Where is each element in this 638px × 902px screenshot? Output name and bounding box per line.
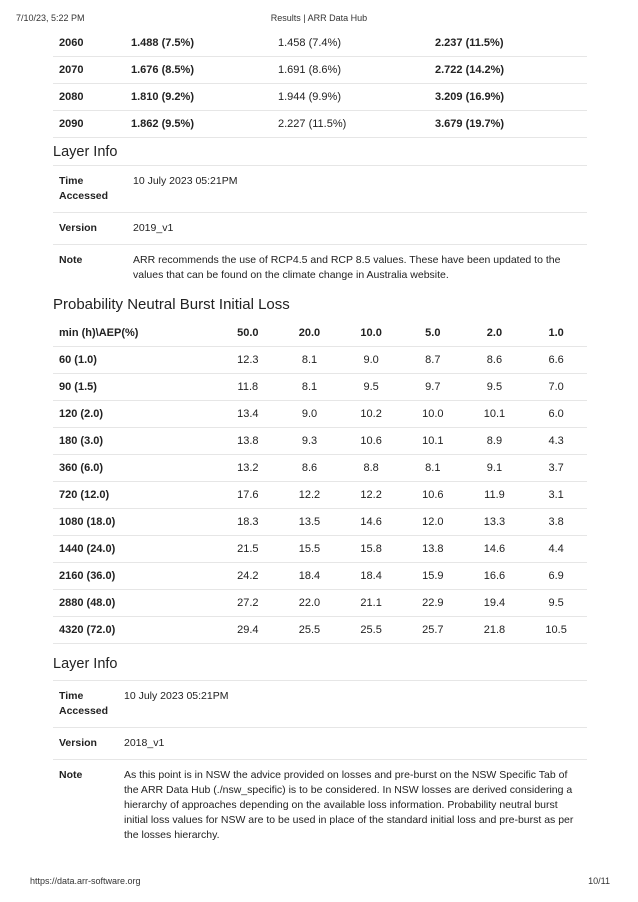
info-value-note: As this point is in NSW the advice provided on losses and pre-burst on the NSW Specific Tab of the ARR Data Hub (./nsw_specific) is to be considered. In NSW losses are derived considering a hierarchy of approaches depending on the available loss information. Probability neutral burst initial loss values for NSW are to be used in place of the standard initial loss and pre-burst as per the losses hierarchy. <box>124 769 574 841</box>
loss-value-cell: 18.3 <box>217 509 279 536</box>
loss-row <box>53 617 587 644</box>
loss-value-cell: 10.1 <box>464 401 526 428</box>
value-cell: 1.810 (9.2%) <box>125 84 272 111</box>
loss-value-cell: 8.1 <box>402 455 464 482</box>
page-number: 10/11 <box>588 876 610 886</box>
loss-value-cell: 27.2 <box>217 590 279 617</box>
loss-value-cell: 12.0 <box>402 509 464 536</box>
info-label-version: Version <box>53 728 118 760</box>
loss-value-cell: 25.7 <box>402 617 464 644</box>
loss-value-cell: 9.5 <box>525 590 587 617</box>
duration-cell: 120 (2.0) <box>53 401 217 428</box>
aep-column-header: 10.0 <box>340 320 402 347</box>
loss-value-cell: 8.6 <box>279 455 341 482</box>
value-cell: 2.237 (11.5%) <box>429 30 587 57</box>
loss-value-cell: 18.4 <box>279 563 341 590</box>
info-row-note <box>53 760 587 852</box>
value-cell: 1.488 (7.5%) <box>125 30 272 57</box>
info-label-note: Note <box>59 769 83 781</box>
loss-value-cell: 8.8 <box>340 455 402 482</box>
loss-value-cell: 10.0 <box>402 401 464 428</box>
duration-cell: 360 (6.0) <box>53 455 217 482</box>
loss-row <box>53 428 587 455</box>
value-cell: 2.227 (11.5%) <box>272 111 429 138</box>
info-label-time: Time Accessed <box>53 681 118 728</box>
loss-value-cell: 25.5 <box>340 617 402 644</box>
loss-value-cell: 29.4 <box>217 617 279 644</box>
loss-value-cell: 8.1 <box>279 347 341 374</box>
loss-value-cell: 4.4 <box>525 536 587 563</box>
duration-cell: 1080 (18.0) <box>53 509 217 536</box>
year-cell: 2080 <box>53 84 125 111</box>
loss-value-cell: 13.8 <box>402 536 464 563</box>
loss-value-cell: 3.8 <box>525 509 587 536</box>
loss-row <box>53 509 587 536</box>
loss-value-cell: 9.7 <box>402 374 464 401</box>
loss-section-heading: Probability Neutral Burst Initial Loss <box>53 296 290 313</box>
info-value-time: 10 July 2023 05:21PM <box>127 166 587 213</box>
aep-column-header: 5.0 <box>402 320 464 347</box>
value-cell: 3.209 (16.9%) <box>429 84 587 111</box>
projection-table <box>53 30 587 138</box>
year-cell: 2060 <box>53 30 125 57</box>
loss-value-cell: 24.2 <box>217 563 279 590</box>
duration-cell: 2160 (36.0) <box>53 563 217 590</box>
info-value-time: 10 July 2023 05:21PM <box>118 681 587 728</box>
loss-value-cell: 25.5 <box>279 617 341 644</box>
value-cell: 3.679 (19.7%) <box>429 111 587 138</box>
loss-value-cell: 8.7 <box>402 347 464 374</box>
info-row-version <box>53 728 587 760</box>
loss-row <box>53 482 587 509</box>
info-label-time: Time Accessed <box>53 166 127 213</box>
value-cell: 1.944 (9.9%) <box>272 84 429 111</box>
loss-value-cell: 9.3 <box>279 428 341 455</box>
footer-url: https://data.arr-software.org <box>30 876 141 886</box>
loss-row <box>53 590 587 617</box>
loss-value-cell: 13.8 <box>217 428 279 455</box>
info-value-note: ARR recommends the use of RCP4.5 and RCP 8.5 values. These have been updated to the values that can be found on the climate change in Australia website. <box>133 254 561 281</box>
loss-value-cell: 4.3 <box>525 428 587 455</box>
projection-row <box>53 84 587 111</box>
loss-value-cell: 10.2 <box>340 401 402 428</box>
loss-value-cell: 22.0 <box>279 590 341 617</box>
loss-value-cell: 14.6 <box>464 536 526 563</box>
loss-value-cell: 9.0 <box>279 401 341 428</box>
loss-value-cell: 11.9 <box>464 482 526 509</box>
projection-row <box>53 57 587 84</box>
duration-cell: 60 (1.0) <box>53 347 217 374</box>
loss-value-cell: 14.6 <box>340 509 402 536</box>
layer-info-table-2 <box>53 680 587 851</box>
loss-value-cell: 12.3 <box>217 347 279 374</box>
loss-row <box>53 455 587 482</box>
loss-value-cell: 15.8 <box>340 536 402 563</box>
loss-value-cell: 10.6 <box>402 482 464 509</box>
projection-row <box>53 30 587 57</box>
projection-row <box>53 111 587 138</box>
aep-column-header: 2.0 <box>464 320 526 347</box>
info-label-version: Version <box>53 213 127 245</box>
loss-value-cell: 13.2 <box>217 455 279 482</box>
loss-value-cell: 9.0 <box>340 347 402 374</box>
loss-value-cell: 3.7 <box>525 455 587 482</box>
duration-cell: 1440 (24.0) <box>53 536 217 563</box>
loss-value-cell: 21.5 <box>217 536 279 563</box>
info-row-time <box>53 166 587 213</box>
value-cell: 1.458 (7.4%) <box>272 30 429 57</box>
loss-value-cell: 10.5 <box>525 617 587 644</box>
loss-row <box>53 536 587 563</box>
print-title: Results | ARR Data Hub <box>270 13 368 23</box>
loss-value-cell: 15.5 <box>279 536 341 563</box>
loss-row <box>53 563 587 590</box>
layer-info-heading-1: Layer Info <box>53 144 118 160</box>
year-cell: 2070 <box>53 57 125 84</box>
year-cell: 2090 <box>53 111 125 138</box>
info-value-version: 2019_v1 <box>127 213 587 245</box>
loss-value-cell: 10.1 <box>402 428 464 455</box>
loss-row <box>53 347 587 374</box>
aep-column-header: 50.0 <box>217 320 279 347</box>
duration-cell: 90 (1.5) <box>53 374 217 401</box>
print-date: 7/10/23, 5:22 PM <box>16 13 85 23</box>
loss-value-cell: 21.1 <box>340 590 402 617</box>
value-cell: 1.691 (8.6%) <box>272 57 429 84</box>
loss-value-cell: 3.1 <box>525 482 587 509</box>
loss-value-cell: 19.4 <box>464 590 526 617</box>
value-cell: 1.862 (9.5%) <box>125 111 272 138</box>
loss-value-cell: 22.9 <box>402 590 464 617</box>
loss-value-cell: 18.4 <box>340 563 402 590</box>
initial-loss-table <box>53 320 587 644</box>
loss-value-cell: 8.6 <box>464 347 526 374</box>
loss-value-cell: 13.5 <box>279 509 341 536</box>
layer-info-heading-2: Layer Info <box>53 656 118 672</box>
duration-cell: 4320 (72.0) <box>53 617 217 644</box>
loss-value-cell: 8.1 <box>279 374 341 401</box>
loss-value-cell: 8.9 <box>464 428 526 455</box>
info-row-version <box>53 213 587 245</box>
loss-row <box>53 374 587 401</box>
loss-value-cell: 17.6 <box>217 482 279 509</box>
loss-value-cell: 9.5 <box>340 374 402 401</box>
loss-header-label: min (h)\AEP(%) <box>53 320 217 347</box>
loss-value-cell: 21.8 <box>464 617 526 644</box>
duration-cell: 720 (12.0) <box>53 482 217 509</box>
value-cell: 1.676 (8.5%) <box>125 57 272 84</box>
loss-value-cell: 6.0 <box>525 401 587 428</box>
loss-value-cell: 6.9 <box>525 563 587 590</box>
loss-header-row <box>53 320 587 347</box>
aep-column-header: 1.0 <box>525 320 587 347</box>
print-header <box>0 13 638 27</box>
loss-value-cell: 16.6 <box>464 563 526 590</box>
aep-column-header: 20.0 <box>279 320 341 347</box>
loss-value-cell: 9.5 <box>464 374 526 401</box>
info-value-version: 2018_v1 <box>118 728 587 760</box>
info-row-time <box>53 681 587 728</box>
loss-value-cell: 7.0 <box>525 374 587 401</box>
value-cell: 2.722 (14.2%) <box>429 57 587 84</box>
duration-cell: 2880 (48.0) <box>53 590 217 617</box>
loss-value-cell: 12.2 <box>340 482 402 509</box>
loss-value-cell: 15.9 <box>402 563 464 590</box>
loss-value-cell: 12.2 <box>279 482 341 509</box>
loss-value-cell: 11.8 <box>217 374 279 401</box>
duration-cell: 180 (3.0) <box>53 428 217 455</box>
loss-value-cell: 9.1 <box>464 455 526 482</box>
loss-value-cell: 6.6 <box>525 347 587 374</box>
layer-info-table-1 <box>53 165 587 291</box>
loss-value-cell: 13.4 <box>217 401 279 428</box>
info-row-note <box>53 245 587 292</box>
info-label-note: Note <box>59 254 83 266</box>
loss-value-cell: 10.6 <box>340 428 402 455</box>
loss-row <box>53 401 587 428</box>
loss-value-cell: 13.3 <box>464 509 526 536</box>
